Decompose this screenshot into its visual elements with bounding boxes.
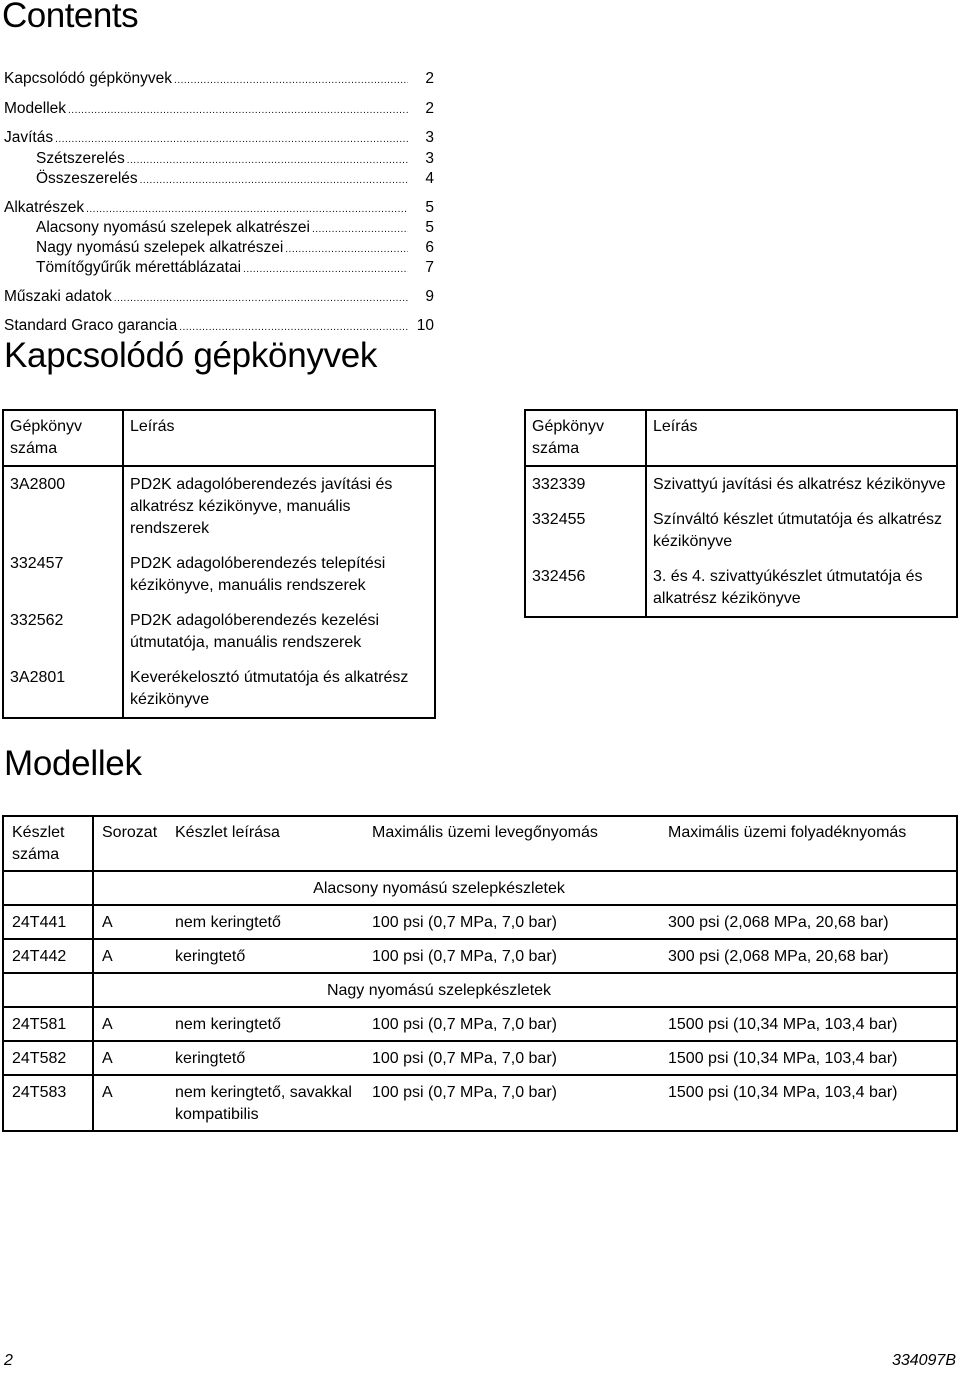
toc-leader <box>68 100 408 118</box>
manual-description: Keverékelosztó útmutatója és alkatrész kézikönyve <box>130 669 409 708</box>
max-fluid-pressure: 1500 psi (10,34 MPa, 103,4 bar) <box>660 1075 957 1131</box>
table-row <box>3 603 435 660</box>
toc-entry[interactable] <box>4 317 434 337</box>
manual-description-header: Leírás <box>646 410 957 466</box>
manual-number-header: Gépkönyv száma <box>3 410 123 466</box>
toc-leader <box>174 70 408 88</box>
manual-number: 332455 <box>525 502 646 559</box>
group-label: Nagy nyomású szelepkészletek <box>93 973 957 1007</box>
max-fluid-pressure: 300 psi (2,068 MPa, 20,68 bar) <box>660 905 957 939</box>
series: A <box>93 1041 167 1075</box>
max-fluid-pressure: 1500 psi (10,34 MPa, 103,4 bar) <box>660 1041 957 1075</box>
max-fluid-pressure: 300 psi (2,068 MPa, 20,68 bar) <box>660 939 957 973</box>
kit-description: keringtető <box>167 939 364 973</box>
toc-entry[interactable] <box>36 239 434 259</box>
toc-entry-title: Alkatrészek <box>4 199 85 216</box>
toc-leader <box>86 199 408 217</box>
toc-leader <box>285 239 408 257</box>
series-header: Sorozat <box>93 816 167 871</box>
toc-entry[interactable] <box>36 170 434 190</box>
kit-number: 24T582 <box>3 1041 93 1075</box>
kit-number: 24T441 <box>3 905 93 939</box>
group-row <box>3 973 957 1007</box>
toc-entry[interactable] <box>4 288 434 308</box>
related-manuals-table-left <box>2 409 436 719</box>
kit-description: nem keringtető <box>167 1007 364 1041</box>
manual-number: 3A2801 <box>3 660 123 718</box>
max-air-pressure: 100 psi (0,7 MPa, 7,0 bar) <box>364 939 660 973</box>
toc-entry-title: Alacsony nyomású szelepek alkatrészei <box>36 219 310 236</box>
toc-leader <box>55 129 408 147</box>
kit-description-header: Készlet leírása <box>167 816 364 871</box>
group-row <box>3 871 957 905</box>
table-row <box>3 905 957 939</box>
max-air-pressure-header: Maximális üzemi levegőnyomás <box>364 816 660 871</box>
kit-description: keringtető <box>167 1041 364 1075</box>
toc-leader <box>312 219 408 237</box>
table-row <box>3 660 435 718</box>
toc-entry[interactable] <box>36 259 434 279</box>
toc-entry-page: 10 <box>416 317 434 334</box>
max-air-pressure: 100 psi (0,7 MPa, 7,0 bar) <box>364 905 660 939</box>
toc-entry[interactable] <box>4 70 434 90</box>
toc-entry-page: 2 <box>425 100 434 117</box>
manual-number: 3A2800 <box>3 466 123 546</box>
toc-entry-page: 2 <box>425 70 434 87</box>
toc-entry-page: 5 <box>425 199 434 216</box>
toc-entry[interactable] <box>36 150 434 170</box>
table-row <box>525 502 957 559</box>
table-row <box>3 939 957 973</box>
models-table <box>2 815 958 1132</box>
toc-leader <box>140 170 408 188</box>
table-header-row <box>525 410 957 466</box>
toc-entry-page: 3 <box>425 150 434 167</box>
toc-entry-page: 9 <box>425 288 434 305</box>
table-header-row <box>3 410 435 466</box>
kit-number-header: Készlet száma <box>3 816 93 871</box>
manual-description: Szivattyú javítási és alkatrész kézikönyve <box>653 476 946 493</box>
group-label: Alacsony nyomású szelepkészletek <box>313 880 565 897</box>
manual-description: 3. és 4. szivattyúkészlet útmutatója és alkatrész kézikönyve <box>653 568 923 607</box>
kit-description: nem keringtető, savakkal kompatibilis <box>167 1075 364 1131</box>
toc-entry-title: Javítás <box>4 129 54 146</box>
table-row <box>525 466 957 502</box>
toc-leader <box>127 150 408 168</box>
manual-description-header: Leírás <box>123 410 435 466</box>
toc-leader <box>243 259 408 277</box>
manual-number: 332339 <box>525 466 646 502</box>
footer-document-number: 334097B <box>891 1352 956 1369</box>
manual-description: Színváltó készlet útmutatója és alkatrész kézikönyve <box>653 511 943 550</box>
toc-entry[interactable] <box>4 100 434 120</box>
series: A <box>93 939 167 973</box>
max-air-pressure: 100 psi (0,7 MPa, 7,0 bar) <box>364 1075 660 1131</box>
manual-description: PD2K adagolóberendezés kezelési útmutatója, manuális rendszerek <box>130 612 380 651</box>
series: A <box>93 1007 167 1041</box>
manual-description: PD2K adagolóberendezés telepítési kézikönyve, manuális rendszerek <box>130 555 386 594</box>
manual-number-header: Gépkönyv száma <box>525 410 646 466</box>
kit-number: 24T442 <box>3 939 93 973</box>
toc-entry-page: 7 <box>425 259 434 276</box>
manual-description: PD2K adagolóberendezés javítási és alkatrész kézikönyve, manuális rendszerek <box>130 476 393 537</box>
toc-entry[interactable] <box>36 219 434 239</box>
toc-entry[interactable] <box>4 129 434 149</box>
toc-entry-page: 5 <box>425 219 434 236</box>
toc-entry-title: Tömítőgyűrűk mérettáblázatai <box>36 259 242 276</box>
kit-number: 24T583 <box>3 1075 93 1131</box>
footer-page-number: 2 <box>4 1352 13 1369</box>
table-header-row <box>3 816 957 871</box>
toc-entry-title: Kapcsolódó gépkönyvek <box>4 70 173 87</box>
toc-entry-page: 6 <box>425 239 434 256</box>
table-row <box>3 546 435 603</box>
toc-entry-title: Szétszerelés <box>36 150 125 167</box>
toc-entry-page: 3 <box>425 129 434 146</box>
table-row <box>3 1007 957 1041</box>
series: A <box>93 905 167 939</box>
toc-entry-title: Standard Graco garancia <box>4 317 178 334</box>
toc-entry-title: Nagy nyomású szelepek alkatrészei <box>36 239 284 256</box>
max-air-pressure: 100 psi (0,7 MPa, 7,0 bar) <box>364 1041 660 1075</box>
toc-leader <box>114 288 408 306</box>
contents-heading: Contents <box>2 0 139 35</box>
table-row <box>525 559 957 617</box>
kit-number: 24T581 <box>3 1007 93 1041</box>
toc-entry[interactable] <box>4 199 434 219</box>
manual-number: 332456 <box>525 559 646 617</box>
toc-entry-page: 4 <box>425 170 434 187</box>
toc-entry-title: Összeszerelés <box>36 170 138 187</box>
max-fluid-pressure: 1500 psi (10,34 MPa, 103,4 bar) <box>660 1007 957 1041</box>
series: A <box>93 1075 167 1131</box>
toc-entry-title: Modellek <box>4 100 67 117</box>
max-fluid-pressure-header: Maximális üzemi folyadéknyomás <box>660 816 957 871</box>
max-air-pressure: 100 psi (0,7 MPa, 7,0 bar) <box>364 1007 660 1041</box>
kit-description: nem keringtető <box>167 905 364 939</box>
table-row <box>3 466 435 546</box>
toc-leader <box>179 317 408 335</box>
related-manuals-table-right <box>524 409 958 618</box>
table-row <box>3 1075 957 1131</box>
toc-entry-title: Műszaki adatok <box>4 288 112 305</box>
table-row <box>3 1041 957 1075</box>
manual-number: 332562 <box>3 603 123 660</box>
related-manuals-heading: Kapcsolódó gépkönyvek <box>4 336 378 375</box>
manual-number: 332457 <box>3 546 123 603</box>
models-heading: Modellek <box>4 744 142 783</box>
